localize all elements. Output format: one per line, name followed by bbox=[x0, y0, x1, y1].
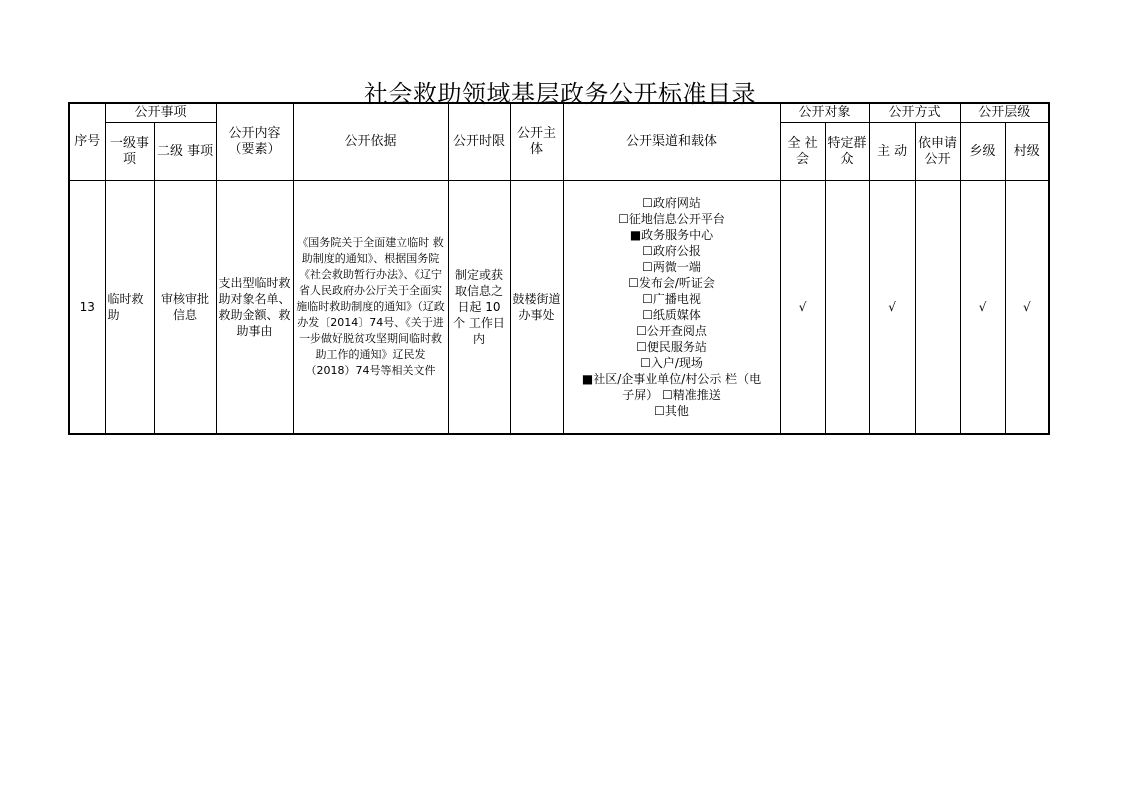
header-whole-society: 全 社 会 bbox=[780, 123, 825, 181]
header-subject: 公开主体 bbox=[510, 103, 563, 181]
channel-item: ☐政府公报 bbox=[642, 244, 701, 258]
cell-township: √ bbox=[960, 181, 1005, 435]
channel-item: ☐广播电视 bbox=[642, 292, 701, 306]
cell-on-request bbox=[915, 181, 960, 435]
page-title: 社会救助领域基层政务公开标准目录 bbox=[364, 80, 756, 108]
cell-active: √ bbox=[869, 181, 915, 435]
cell-specific-group bbox=[825, 181, 869, 435]
channel-item: ☐入户/现场 bbox=[640, 356, 703, 370]
header-basis: 公开依据 bbox=[293, 103, 448, 181]
channel-item: ☐便民服务站 bbox=[636, 340, 707, 354]
header-specific-group: 特定群众 bbox=[825, 123, 869, 181]
cell-level2: 审核审批信息 bbox=[154, 181, 216, 435]
cell-channels bbox=[563, 181, 780, 435]
header-on-request: 依申请公开 bbox=[915, 123, 960, 181]
channel-item: ☐发布会/听证会 bbox=[628, 276, 715, 290]
header-level2: 二级 事项 bbox=[154, 123, 216, 181]
channel-item: ☐纸质媒体 bbox=[642, 308, 701, 322]
cell-seq: 13 bbox=[69, 181, 105, 435]
header-seq: 序号 bbox=[69, 103, 105, 181]
channel-item: ☐征地信息公开平台 bbox=[618, 212, 725, 226]
cell-village: √ bbox=[1005, 181, 1049, 435]
header-method-group: 公开方式 bbox=[869, 103, 960, 123]
catalog-table bbox=[68, 102, 1050, 435]
cell-basis: 《国务院关于全面建立临时 救助制度的通知》、根据国务院《社会救助暂行办法》、《辽宁省人民政府办公厅关于全面实施临时救助制度的通知》（辽政办发〔2014〕74号、《关于进一步做好脱贫攻坚期间临时救助工作的通知》辽民发（2018）74号等相关文件 bbox=[293, 181, 448, 435]
channel-item: ■社区/企事业单位/村公示 栏（电 bbox=[581, 372, 762, 386]
header-matters-group: 公开事项 bbox=[105, 103, 216, 123]
header-active: 主 动 bbox=[869, 123, 915, 181]
channel-item: ☐其他 bbox=[654, 404, 689, 418]
cell-whole-society: √ bbox=[780, 181, 825, 435]
header-level1: 一级事项 bbox=[105, 123, 154, 181]
cell-content: 支出型临时救助对象名单、救助金额、救助事由 bbox=[216, 181, 293, 435]
cell-level1: 临时救助 bbox=[105, 181, 154, 435]
cell-time-limit: 制定或获取信息之日起 10 个 工作日内 bbox=[448, 181, 510, 435]
cell-subject: 鼓楼街道办事处 bbox=[510, 181, 563, 435]
channel-item: ☐政府网站 bbox=[642, 196, 701, 210]
channel-item: ☐两微一端 bbox=[642, 260, 701, 274]
header-channels: 公开渠道和载体 bbox=[563, 103, 780, 181]
header-township: 乡级 bbox=[960, 123, 1005, 181]
header-audience-group: 公开对象 bbox=[780, 103, 869, 123]
table-row bbox=[69, 181, 1049, 435]
channel-item: 子屏） ☐精准推送 bbox=[622, 388, 721, 402]
header-content: 公开内容（要素） bbox=[216, 103, 293, 181]
header-village: 村级 bbox=[1005, 123, 1049, 181]
channel-item: ☐公开查阅点 bbox=[636, 324, 707, 338]
header-level-group: 公开层级 bbox=[960, 103, 1049, 123]
header-time-limit: 公开时限 bbox=[448, 103, 510, 181]
channel-item: ■政务服务中心 bbox=[629, 228, 714, 242]
